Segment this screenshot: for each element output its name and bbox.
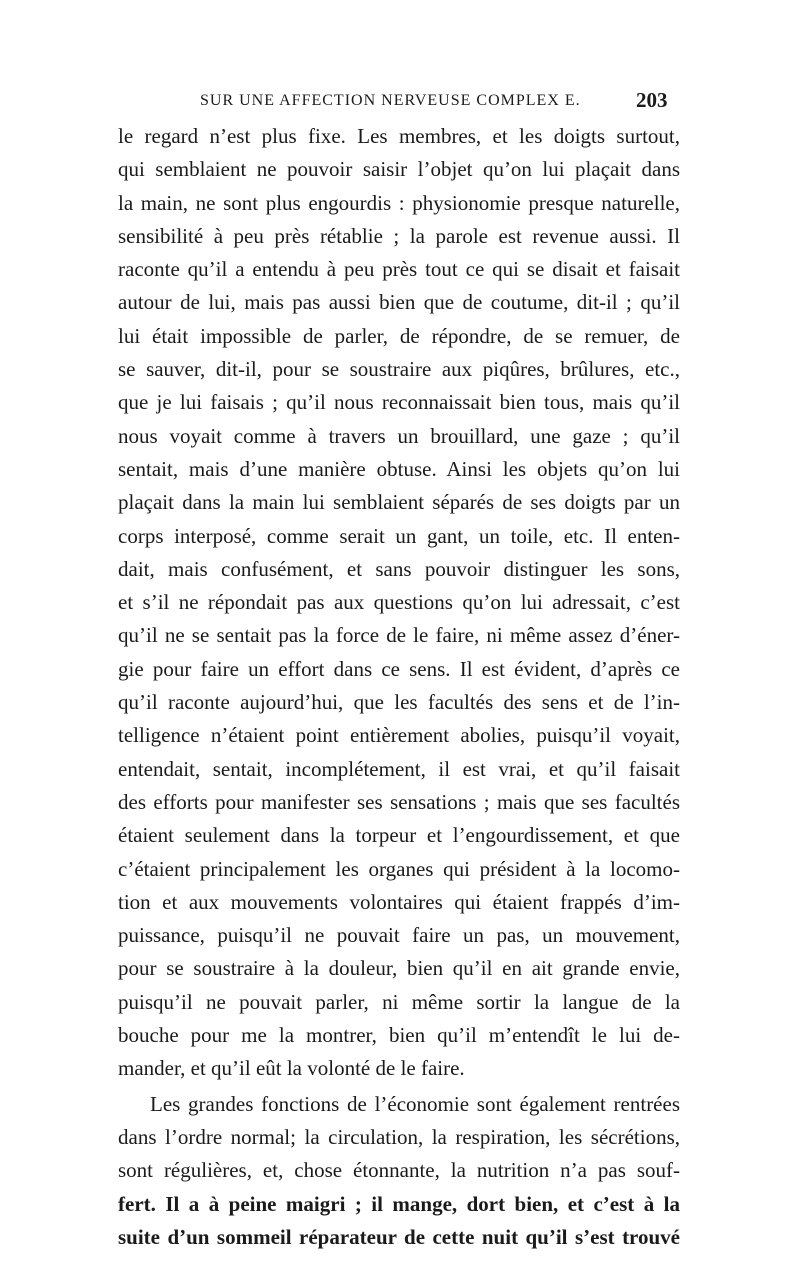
text-line: corps interposé, comme serait un gant, un toile, etc. Il enten-	[118, 523, 680, 548]
page-number: 203	[636, 88, 668, 112]
text-line: sensibilité à peu près rétablie ; la parole est revenue aussi. Il	[118, 223, 680, 248]
text-line: plaçait dans la main lui semblaient séparés de ses doigts par un	[118, 490, 680, 515]
text-line: sentait, mais d’une manière obtuse. Ainsi les objets qu’on lui	[118, 456, 680, 481]
text-line: que je lui faisais ; qu’il nous reconnaissait bien tous, mais qu’il	[118, 390, 680, 415]
paragraph-1	[118, 120, 680, 1086]
running-title: SUR UNE AFFECTION NERVEUSE COMPLEX E.	[200, 92, 581, 109]
text-line: dait, mais confusément, et sans pouvoir distinguer les sons,	[118, 556, 680, 581]
text-line: sont régulières, et, chose étonnante, la nutrition n’a pas souf-	[118, 1158, 680, 1183]
text-line: pour se soustraire à la douleur, bien qu’il en ait grande envie,	[118, 956, 680, 981]
paragraph-2	[118, 1088, 680, 1254]
text-line: se sauver, dit-il, pour se soustraire aux piqûres, brûlures, etc.,	[118, 357, 680, 382]
text-line: des efforts pour manifester ses sensations ; mais que ses facultés	[118, 789, 680, 814]
text-line: qui semblaient ne pouvoir saisir l’objet qu’on lui plaçait dans	[118, 157, 680, 182]
text-line: le regard n’est plus fixe. Les membres, et les doigts surtout,	[118, 124, 680, 148]
text-line: qu’il raconte aujourd’hui, que les facultés des sens et de l’in-	[118, 690, 680, 715]
body-text	[118, 120, 680, 1254]
text-line: puisqu’il ne pouvait parler, ni même sortir la langue de la	[118, 989, 680, 1014]
text-line: tion et aux mouvements volontaires qui étaient frappés d’im-	[118, 889, 680, 914]
text-line: Les grandes fonctions de l’économie sont également rentrées	[150, 1091, 680, 1116]
text-line: étaient seulement dans la torpeur et l’engourdissement, et que	[118, 823, 680, 848]
text-line: suite d’un sommeil réparateur de cette nuit qu’il s’est trouvé	[118, 1224, 680, 1249]
text-line: puissance, puisqu’il ne pouvait faire un pas, un mouvement,	[118, 923, 680, 948]
text-line: telligence n’étaient point entièrement abolies, puisqu’il voyait,	[118, 723, 680, 748]
text-line: lui était impossible de parler, de répondre, de se remuer, de	[118, 323, 680, 348]
text-line: nous voyait comme à travers un brouillard, une gaze ; qu’il	[118, 423, 680, 448]
text-line: gie pour faire un effort dans ce sens. Il est évident, d’après ce	[118, 656, 680, 681]
text-line: autour de lui, mais pas aussi bien que de coutume, dit-il ; qu’il	[118, 290, 680, 315]
text-line: et s’il ne répondait pas aux questions qu’on lui adressait, c’est	[118, 590, 680, 615]
text-line: bouche pour me la montrer, bien qu’il m’entendît le lui de-	[118, 1023, 680, 1048]
text-line: raconte qu’il a entendu à peu près tout ce qui se disait et faisait	[118, 257, 680, 282]
text-line: c’étaient principalement les organes qui président à la locomo-	[118, 856, 680, 881]
text-line: la main, ne sont plus engourdis : physionomie presque naturelle,	[118, 190, 680, 215]
text-line: mander, et qu’il eût la volonté de le faire.	[118, 1056, 465, 1081]
text-line: fert. Il a à peine maigri ; il mange, dort bien, et c’est à la	[118, 1191, 680, 1216]
text-line: dans l’ordre normal; la circulation, la respiration, les sécrétions,	[118, 1124, 680, 1149]
text-line: entendait, sentait, incomplétement, il est vrai, et qu’il faisait	[118, 756, 680, 781]
text-line: qu’il ne se sentait pas la force de le faire, ni même assez d’éner-	[118, 623, 680, 648]
